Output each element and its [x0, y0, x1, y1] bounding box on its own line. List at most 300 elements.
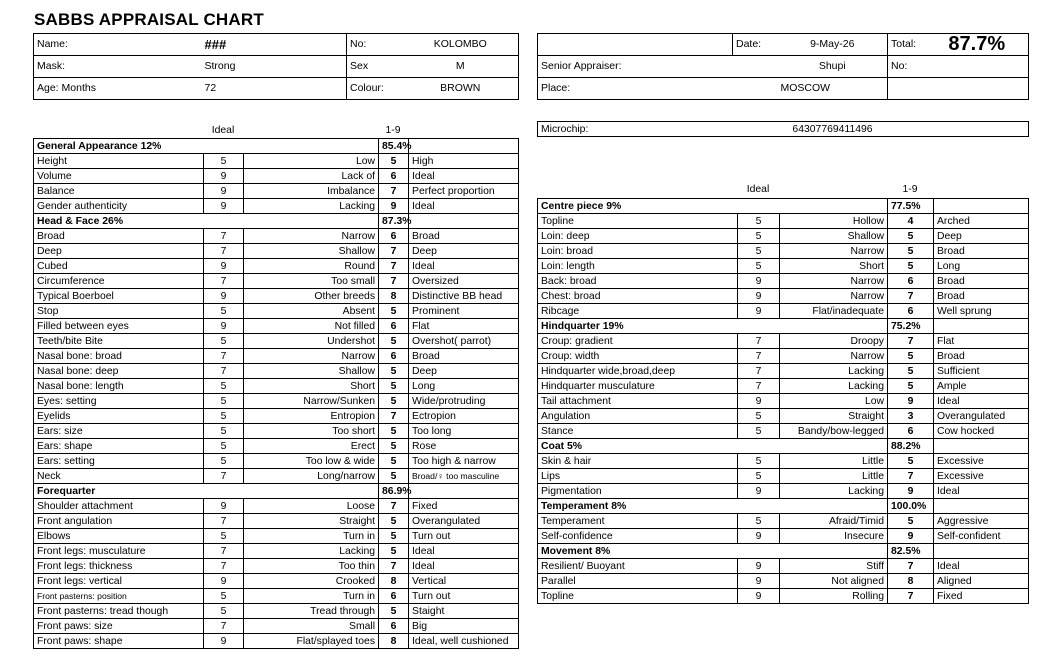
- high-descriptor: Ectropion: [409, 409, 519, 424]
- section-header-row: [538, 499, 1029, 514]
- section-header-row: [538, 319, 1029, 334]
- scale-header-right: 1-9: [902, 184, 918, 195]
- high-descriptor: Too high & narrow: [409, 454, 519, 469]
- trait-name: Balance: [34, 184, 204, 199]
- score-value: 7: [888, 469, 934, 484]
- low-descriptor: Loose: [244, 499, 379, 514]
- section-header-row: [34, 484, 519, 499]
- high-descriptor: Well sprung: [934, 304, 1029, 319]
- section-title: General Appearance 12%: [34, 139, 379, 154]
- score-value: 9: [379, 199, 409, 214]
- section-title: Centre piece 9%: [538, 199, 888, 214]
- high-descriptor: Oversized: [409, 274, 519, 289]
- ideal-value: 7: [204, 469, 244, 484]
- low-descriptor: Flat/splayed toes: [244, 634, 379, 649]
- score-value: 6: [888, 304, 934, 319]
- low-descriptor: Bandy/bow-legged: [780, 424, 888, 439]
- section-blank: [934, 544, 1029, 559]
- total-value: 87.7%: [926, 34, 1029, 56]
- trait-row: [538, 394, 1029, 409]
- high-descriptor: Broad: [934, 274, 1029, 289]
- low-descriptor: Narrow: [780, 274, 888, 289]
- ideal-value: 5: [204, 589, 244, 604]
- ideal-value: 5: [738, 229, 780, 244]
- low-descriptor: Flat/inadequate: [780, 304, 888, 319]
- trait-name: Croup: gradient: [538, 334, 738, 349]
- high-descriptor: Ideal: [409, 559, 519, 574]
- ideal-value: 7: [204, 274, 244, 289]
- section-blank: [934, 439, 1029, 454]
- blank-cell: [538, 34, 733, 56]
- trait-row: [34, 559, 519, 574]
- low-descriptor: Crooked: [244, 574, 379, 589]
- high-descriptor: Broad: [409, 229, 519, 244]
- high-descriptor: Broad: [934, 244, 1029, 259]
- section-title: Coat 5%: [538, 439, 888, 454]
- trait-row: [34, 199, 519, 214]
- appraiser-label: Senior Appraiser:: [538, 56, 733, 78]
- high-descriptor: Overshot( parrot): [409, 334, 519, 349]
- mask-value: Strong: [199, 56, 347, 78]
- trait-name: Front pasterns: tread though: [34, 604, 204, 619]
- trait-name: Ears: size: [34, 424, 204, 439]
- score-value: 5: [379, 454, 409, 469]
- trait-row: [538, 304, 1029, 319]
- trait-row: [538, 214, 1029, 229]
- trait-row: [34, 349, 519, 364]
- ideal-value: 9: [738, 589, 780, 604]
- ideal-value: 9: [204, 499, 244, 514]
- low-descriptor: Short: [244, 379, 379, 394]
- trait-name: Resilient/ Buoyant: [538, 559, 738, 574]
- low-descriptor: Narrow: [780, 289, 888, 304]
- section-header-row: [538, 199, 1029, 214]
- place-label: Place:: [538, 78, 733, 100]
- low-descriptor: Undershot: [244, 334, 379, 349]
- low-descriptor: Shallow: [780, 229, 888, 244]
- ideal-value: 9: [204, 574, 244, 589]
- trait-name: Lips: [538, 469, 738, 484]
- appraisal-no-label: No:: [888, 56, 926, 78]
- ideal-value: 9: [204, 289, 244, 304]
- low-descriptor: Too low & wide: [244, 454, 379, 469]
- low-descriptor: Straight: [780, 409, 888, 424]
- trait-name: Shoulder attachment: [34, 499, 204, 514]
- high-descriptor: Self-confident: [934, 529, 1029, 544]
- ideal-value: 5: [204, 604, 244, 619]
- score-value: 5: [888, 229, 934, 244]
- trait-name: Angulation: [538, 409, 738, 424]
- trait-row: [538, 259, 1029, 274]
- section-blank: [409, 139, 519, 154]
- high-descriptor: Flat: [934, 334, 1029, 349]
- ideal-value: 9: [738, 574, 780, 589]
- low-descriptor: Lacking: [780, 364, 888, 379]
- trait-row: [34, 364, 519, 379]
- trait-name: Circumference: [34, 274, 204, 289]
- section-title: Hindquarter 19%: [538, 319, 888, 334]
- trait-name: Neck: [34, 469, 204, 484]
- score-value: 5: [379, 604, 409, 619]
- score-value: 5: [379, 529, 409, 544]
- trait-row: [34, 154, 519, 169]
- low-descriptor: Narrow: [244, 349, 379, 364]
- low-descriptor: Not filled: [244, 319, 379, 334]
- trait-row: [34, 229, 519, 244]
- score-value: 9: [888, 529, 934, 544]
- ideal-value: 5: [738, 514, 780, 529]
- ideal-value: 5: [204, 394, 244, 409]
- trait-name: Teeth/bite Bite: [34, 334, 204, 349]
- ideal-value: 5: [738, 469, 780, 484]
- section-percent: 82.5%: [888, 544, 934, 559]
- trait-name: Hindquarter musculature: [538, 379, 738, 394]
- trait-row: [34, 379, 519, 394]
- left-appraisal-table: [33, 138, 519, 649]
- microchip-row: [537, 121, 1029, 137]
- ideal-value: 5: [204, 454, 244, 469]
- trait-name: Stop: [34, 304, 204, 319]
- ideal-value: 7: [738, 379, 780, 394]
- low-descriptor: Not aligned: [780, 574, 888, 589]
- trait-name: Volume: [34, 169, 204, 184]
- trait-row: [34, 574, 519, 589]
- dog-info-header: [33, 33, 519, 100]
- score-value: 7: [379, 244, 409, 259]
- score-value: 5: [379, 379, 409, 394]
- low-descriptor: Little: [780, 454, 888, 469]
- trait-row: [538, 484, 1029, 499]
- section-percent: 100.0%: [888, 499, 934, 514]
- ideal-value: 5: [204, 379, 244, 394]
- ideal-value: 5: [738, 259, 780, 274]
- high-descriptor: Fixed: [934, 589, 1029, 604]
- high-descriptor: Ideal: [934, 559, 1029, 574]
- low-descriptor: Short: [780, 259, 888, 274]
- low-descriptor: Too thin: [244, 559, 379, 574]
- high-descriptor: Overangulated: [934, 409, 1029, 424]
- trait-row: [538, 349, 1029, 364]
- colour-value: BROWN: [403, 78, 519, 100]
- total-label: Total:: [888, 34, 926, 56]
- high-descriptor: Long: [409, 379, 519, 394]
- section-header-row: [538, 544, 1029, 559]
- score-value: 7: [888, 559, 934, 574]
- score-value: 5: [379, 364, 409, 379]
- right-column-headers: [537, 183, 1028, 196]
- low-descriptor: Insecure: [780, 529, 888, 544]
- low-descriptor: Droopy: [780, 334, 888, 349]
- no-value: KOLOMBO: [403, 34, 519, 56]
- section-title: Head & Face 26%: [34, 214, 379, 229]
- score-value: 5: [888, 259, 934, 274]
- sex-value: M: [403, 56, 519, 78]
- high-descriptor: Deep: [409, 364, 519, 379]
- ideal-value: 9: [738, 529, 780, 544]
- high-descriptor: Vertical: [409, 574, 519, 589]
- trait-name: Elbows: [34, 529, 204, 544]
- ideal-value: 9: [204, 259, 244, 274]
- trait-name: Nasal bone: broad: [34, 349, 204, 364]
- trait-row: [34, 409, 519, 424]
- score-value: 9: [888, 394, 934, 409]
- age-label: Age: Months: [34, 78, 199, 100]
- no-label: No:: [347, 34, 403, 56]
- score-value: 9: [888, 484, 934, 499]
- low-descriptor: Too small: [244, 274, 379, 289]
- high-descriptor: Ample: [934, 379, 1029, 394]
- trait-row: [34, 439, 519, 454]
- high-descriptor: Ideal: [934, 394, 1029, 409]
- ideal-value: 5: [738, 244, 780, 259]
- ideal-value: 5: [204, 529, 244, 544]
- trait-row: [34, 304, 519, 319]
- section-percent: 75.2%: [888, 319, 934, 334]
- ideal-value: 9: [738, 559, 780, 574]
- trait-row: [538, 274, 1029, 289]
- high-descriptor: Excessive: [934, 454, 1029, 469]
- ideal-value: 7: [204, 364, 244, 379]
- low-descriptor: Low: [780, 394, 888, 409]
- low-descriptor: Lack of: [244, 169, 379, 184]
- high-descriptor: Aggressive: [934, 514, 1029, 529]
- ideal-value: 9: [738, 274, 780, 289]
- score-value: 7: [379, 559, 409, 574]
- high-descriptor: Ideal: [409, 544, 519, 559]
- high-descriptor: Ideal: [934, 484, 1029, 499]
- trait-name: Loin: broad: [538, 244, 738, 259]
- low-descriptor: Narrow: [244, 229, 379, 244]
- score-value: 5: [888, 349, 934, 364]
- high-descriptor: Staight: [409, 604, 519, 619]
- score-value: 7: [379, 184, 409, 199]
- trait-name: Filled between eyes: [34, 319, 204, 334]
- low-descriptor: Entropion: [244, 409, 379, 424]
- high-descriptor: Arched: [934, 214, 1029, 229]
- trait-row: [34, 259, 519, 274]
- trait-name: Nasal bone: length: [34, 379, 204, 394]
- low-descriptor: Stiff: [780, 559, 888, 574]
- ideal-value: 9: [204, 169, 244, 184]
- trait-name: Cubed: [34, 259, 204, 274]
- trait-row: [538, 244, 1029, 259]
- trait-row: [34, 274, 519, 289]
- score-value: 8: [379, 574, 409, 589]
- trait-row: [34, 334, 519, 349]
- low-descriptor: Rolling: [780, 589, 888, 604]
- trait-name: Topline: [538, 589, 738, 604]
- section-percent: 88.2%: [888, 439, 934, 454]
- score-value: 6: [379, 619, 409, 634]
- trait-name: Topline: [538, 214, 738, 229]
- microchip-label: Microchip:: [538, 122, 778, 137]
- high-descriptor: Aligned: [934, 574, 1029, 589]
- trait-name: Nasal bone: deep: [34, 364, 204, 379]
- ideal-value: 7: [738, 349, 780, 364]
- colour-label: Colour:: [347, 78, 403, 100]
- high-descriptor: High: [409, 154, 519, 169]
- trait-row: [34, 319, 519, 334]
- low-descriptor: Shallow: [244, 364, 379, 379]
- low-descriptor: Shallow: [244, 244, 379, 259]
- trait-row: [538, 424, 1029, 439]
- ideal-value: 7: [204, 244, 244, 259]
- high-descriptor: Turn out: [409, 529, 519, 544]
- score-value: 8: [888, 574, 934, 589]
- score-value: 3: [888, 409, 934, 424]
- trait-row: [34, 514, 519, 529]
- ideal-value: 9: [204, 184, 244, 199]
- score-value: 7: [379, 499, 409, 514]
- high-descriptor: Wide/protruding: [409, 394, 519, 409]
- trait-name: Chest: broad: [538, 289, 738, 304]
- ideal-header: Ideal: [211, 125, 235, 136]
- section-header-row: [34, 214, 519, 229]
- trait-row: [34, 529, 519, 544]
- high-descriptor: Ideal: [409, 259, 519, 274]
- low-descriptor: Lacking: [244, 544, 379, 559]
- high-descriptor: Deep: [934, 229, 1029, 244]
- score-value: 6: [379, 319, 409, 334]
- trait-name: Front paws: shape: [34, 634, 204, 649]
- trait-row: [34, 424, 519, 439]
- high-descriptor: Sufficient: [934, 364, 1029, 379]
- trait-row: [34, 499, 519, 514]
- trait-name: Stance: [538, 424, 738, 439]
- low-descriptor: Turn in: [244, 589, 379, 604]
- trait-row: [34, 544, 519, 559]
- high-descriptor: Flat: [409, 319, 519, 334]
- trait-row: [538, 379, 1029, 394]
- section-blank: [409, 484, 519, 499]
- score-value: 5: [379, 544, 409, 559]
- section-percent: 87.3%: [379, 214, 409, 229]
- high-descriptor: Excessive: [934, 469, 1029, 484]
- score-value: 6: [379, 349, 409, 364]
- ideal-value: 9: [204, 634, 244, 649]
- trait-name: Hindquarter wide,broad,deep: [538, 364, 738, 379]
- trait-name: Loin: length: [538, 259, 738, 274]
- ideal-value: 7: [204, 544, 244, 559]
- ideal-value: 5: [204, 424, 244, 439]
- section-blank: [934, 199, 1029, 214]
- low-descriptor: Narrow/Sunken: [244, 394, 379, 409]
- trait-name: Pigmentation: [538, 484, 738, 499]
- section-header-row: [538, 439, 1029, 454]
- score-value: 6: [379, 229, 409, 244]
- trait-row: [34, 289, 519, 304]
- ideal-value: 5: [204, 409, 244, 424]
- ideal-value: 5: [204, 334, 244, 349]
- section-blank: [409, 214, 519, 229]
- trait-name: Eyelids: [34, 409, 204, 424]
- high-descriptor: Too long: [409, 424, 519, 439]
- score-value: 5: [888, 364, 934, 379]
- high-descriptor: Overangulated: [409, 514, 519, 529]
- low-descriptor: Other breeds: [244, 289, 379, 304]
- score-value: 5: [379, 424, 409, 439]
- low-descriptor: Absent: [244, 304, 379, 319]
- score-value: 5: [888, 379, 934, 394]
- low-descriptor: Lacking: [244, 199, 379, 214]
- score-value: 7: [888, 589, 934, 604]
- low-descriptor: Narrow: [780, 244, 888, 259]
- trait-name: Eyes: setting: [34, 394, 204, 409]
- trait-name: Front pasterns: position: [34, 589, 204, 604]
- section-blank: [934, 499, 1029, 514]
- trait-row: [538, 559, 1029, 574]
- name-label: Name:: [34, 34, 199, 56]
- low-descriptor: Little: [780, 469, 888, 484]
- section-percent: 86.9%: [379, 484, 409, 499]
- high-descriptor: Turn out: [409, 589, 519, 604]
- low-descriptor: Too short: [244, 424, 379, 439]
- low-descriptor: Afraid/Timid: [780, 514, 888, 529]
- high-descriptor: Ideal: [409, 199, 519, 214]
- high-descriptor: Ideal: [409, 169, 519, 184]
- appraiser-value: Shupi: [778, 56, 888, 78]
- low-descriptor: Low: [244, 154, 379, 169]
- trait-row: [34, 454, 519, 469]
- high-descriptor: Distinctive BB head: [409, 289, 519, 304]
- high-descriptor: Long: [934, 259, 1029, 274]
- trait-row: [34, 244, 519, 259]
- low-descriptor: Small: [244, 619, 379, 634]
- section-percent: 77.5%: [888, 199, 934, 214]
- trait-name: Height: [34, 154, 204, 169]
- trait-name: Ears: shape: [34, 439, 204, 454]
- trait-name: Skin & hair: [538, 454, 738, 469]
- high-descriptor: Broad: [934, 349, 1029, 364]
- trait-name: Tail attachment: [538, 394, 738, 409]
- trait-row: [34, 589, 519, 604]
- low-descriptor: Lacking: [780, 484, 888, 499]
- ideal-value: 7: [204, 229, 244, 244]
- low-descriptor: Straight: [244, 514, 379, 529]
- trait-row: [538, 409, 1029, 424]
- trait-name: Front paws: size: [34, 619, 204, 634]
- place-value: MOSCOW: [733, 78, 888, 100]
- trait-row: [538, 574, 1029, 589]
- trait-name: Typical Boerboel: [34, 289, 204, 304]
- low-descriptor: Hollow: [780, 214, 888, 229]
- high-descriptor: Deep: [409, 244, 519, 259]
- microchip-value: 64307769411496: [778, 122, 888, 137]
- ideal-value: 7: [204, 559, 244, 574]
- ideal-value: 7: [738, 334, 780, 349]
- score-value: 5: [379, 469, 409, 484]
- date-value: 9-May-26: [778, 34, 888, 56]
- ideal-value: 5: [738, 454, 780, 469]
- low-descriptor: Turn in: [244, 529, 379, 544]
- trait-row: [538, 529, 1029, 544]
- trait-row: [34, 619, 519, 634]
- trait-row: [538, 334, 1029, 349]
- scale-header: 1-9: [385, 125, 401, 136]
- score-value: 6: [888, 424, 934, 439]
- score-value: 5: [379, 334, 409, 349]
- section-title: Temperament 8%: [538, 499, 888, 514]
- trait-row: [538, 589, 1029, 604]
- appraisal-info-header: [537, 33, 1029, 100]
- high-descriptor: Broad/♀ too masculine: [409, 469, 519, 484]
- ideal-value: 7: [204, 349, 244, 364]
- low-descriptor: Long/narrow: [244, 469, 379, 484]
- trait-name: Parallel: [538, 574, 738, 589]
- score-value: 7: [888, 289, 934, 304]
- high-descriptor: Fixed: [409, 499, 519, 514]
- trait-name: Front legs: thickness: [34, 559, 204, 574]
